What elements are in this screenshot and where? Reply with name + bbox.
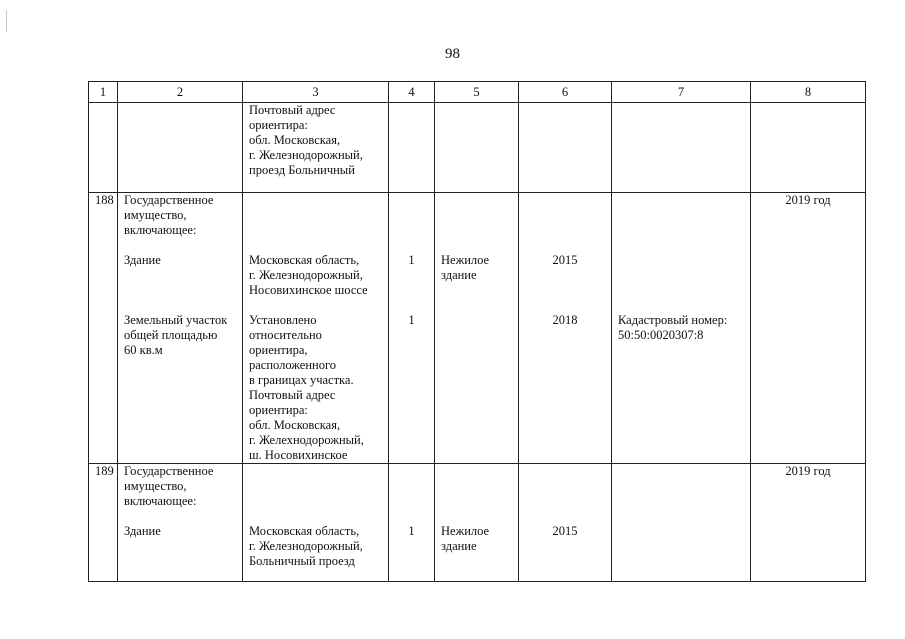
row-number: 188 xyxy=(89,193,118,464)
address-text: Почтовый адрес ориентира: обл. Московская, г. Железнодорожный, проезд Больничный xyxy=(249,103,363,177)
address-building: Московская область, г. Железнодорожный, Больничный проезд xyxy=(249,524,363,568)
scan-edge-mark xyxy=(6,10,7,32)
kind-building: Нежилое здание xyxy=(441,253,490,282)
item-name-building: Здание xyxy=(124,524,161,538)
name-cell xyxy=(118,464,243,582)
property-register-table xyxy=(88,81,866,582)
column-header: 8 xyxy=(751,82,866,103)
year-land: 2018 xyxy=(552,313,578,327)
period: 2019 год xyxy=(751,464,866,582)
cadastral-number: Кадастровый номер: 50:50:0020307:8 xyxy=(618,313,728,342)
period xyxy=(751,103,866,193)
quantity-building: 1 xyxy=(408,524,415,538)
column-header: 2 xyxy=(118,82,243,103)
kind-cell xyxy=(435,193,519,464)
column-header: 7 xyxy=(612,82,751,103)
quantity-cell xyxy=(389,193,435,464)
period: 2019 год xyxy=(751,193,866,464)
note xyxy=(612,103,751,193)
year-building: 2015 xyxy=(552,524,578,538)
column-header: 4 xyxy=(389,82,435,103)
item-name-land: Земельный участок общей площадью 60 кв.м xyxy=(124,313,228,357)
quantity-cell xyxy=(389,464,435,582)
kind-cell xyxy=(435,464,519,582)
quantity-building: 1 xyxy=(408,253,415,267)
year xyxy=(519,103,612,193)
column-header: 1 xyxy=(89,82,118,103)
address-building: Московская область, г. Железнодорожный, Носовихинское шоссе xyxy=(249,253,368,297)
name-cell xyxy=(118,193,243,464)
table-row-continuation xyxy=(89,103,866,193)
note-cell xyxy=(612,193,751,464)
column-header: 6 xyxy=(519,82,612,103)
year-cell xyxy=(519,464,612,582)
table-row-188 xyxy=(89,193,866,464)
column-header: 3 xyxy=(243,82,389,103)
address-cell xyxy=(243,193,389,464)
item-name-building: Здание xyxy=(124,253,161,267)
quantity-land: 1 xyxy=(408,313,415,327)
year-building: 2015 xyxy=(552,253,578,267)
kind-building: Нежилое здание xyxy=(441,524,490,553)
group-title: Государственное имущество, включающее: xyxy=(124,464,214,508)
column-number-row xyxy=(89,82,866,103)
page-number: 98 xyxy=(445,46,460,62)
property-name xyxy=(118,103,243,193)
row-number xyxy=(89,103,118,193)
group-title: Государственное имущество, включающее: xyxy=(124,193,214,237)
table-row-189 xyxy=(89,464,866,582)
column-header: 5 xyxy=(435,82,519,103)
year-cell xyxy=(519,193,612,464)
quantity xyxy=(389,103,435,193)
address-cell xyxy=(243,103,389,193)
note xyxy=(612,464,751,582)
address-cell xyxy=(243,464,389,582)
address-land: Установлено относительно ориентира, расположенного в границах участка. Почтовый адрес ориентира: обл. Московская, г. Желехнодорожный, ш. Носовихинское xyxy=(249,313,364,462)
property-kind xyxy=(435,103,519,193)
row-number: 189 xyxy=(89,464,118,582)
